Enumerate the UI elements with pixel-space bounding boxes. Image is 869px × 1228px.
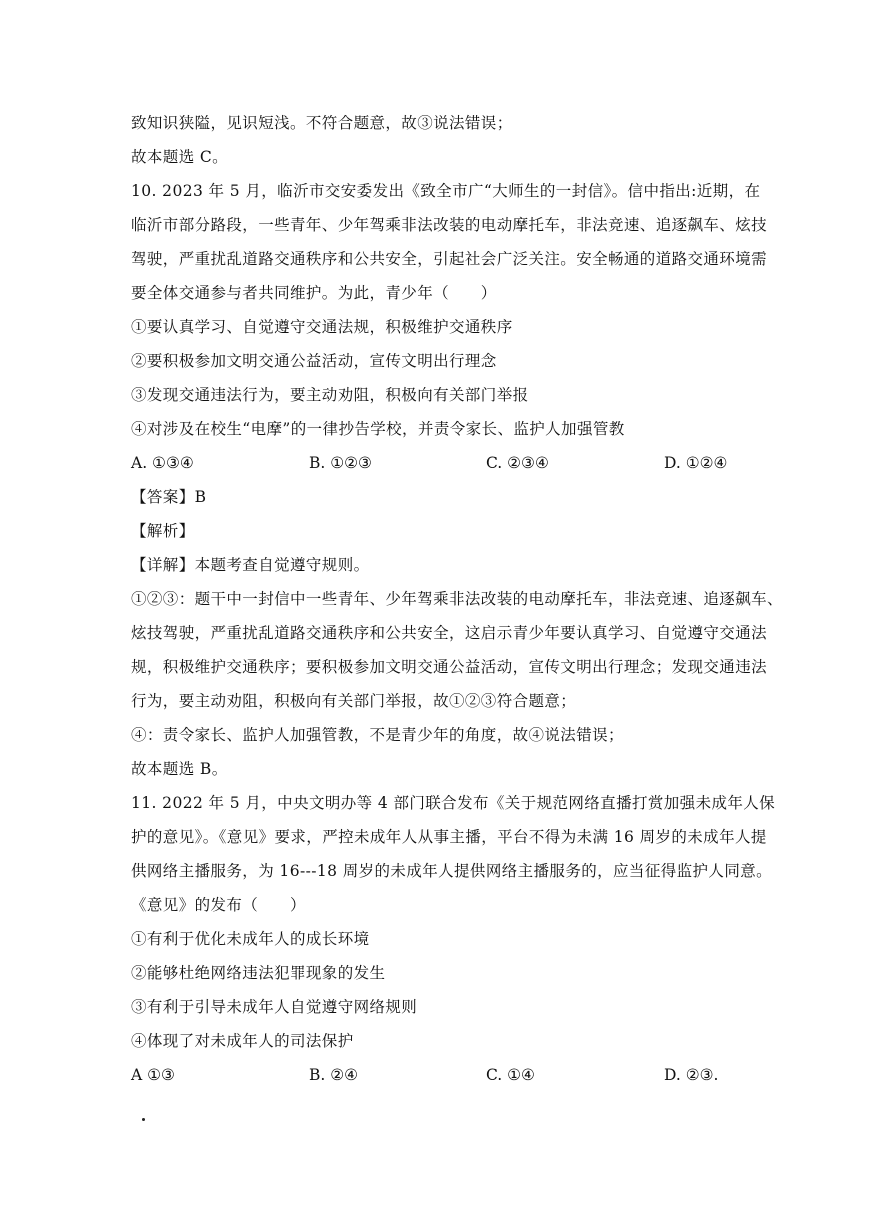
- question-11-option-c: C. ①④: [486, 1066, 535, 1084]
- text-line: 故本题选 C。: [131, 148, 229, 166]
- question-10-item-2: ②要积极参加文明交通公益活动，宣传文明出行理念: [131, 352, 497, 370]
- question-11-item-2: ②能够杜绝网络违法犯罪现象的发生: [131, 964, 386, 982]
- question-11-option-d: D. ②③.: [664, 1066, 719, 1084]
- question-10-stem: 驾驶，严重扰乱道路交通秩序和公共安全，引起社会广泛关注。安全畅通的道路交通环境需: [131, 250, 768, 268]
- answer-label: 【答案】B: [131, 488, 207, 506]
- question-10-stem: 要全体交通参与者共同维护。为此，青少年（ ）: [131, 284, 497, 302]
- question-11-option-b: B. ②④: [309, 1066, 359, 1084]
- detail-line: 炫技驾驶，严重扰乱道路交通秩序和公共安全，这启示青少年要认真学习、自觉遵守交通法: [131, 624, 768, 642]
- analysis-label: 【解析】: [131, 522, 195, 540]
- question-10-stem: 临沂市部分路段，一些青年、少年驾乘非法改装的电动摩托车，非法竞速、追逐飙车、炫技: [131, 216, 768, 234]
- question-10-option-a: A. ①③④: [131, 454, 194, 472]
- detail-line: 故本题选 B。: [131, 760, 228, 778]
- stray-dot-mark: [142, 1118, 145, 1121]
- question-10-option-b: B. ①②③: [309, 454, 372, 472]
- question-11-item-3: ③有利于引导未成年人自觉遵守网络规则: [131, 998, 418, 1016]
- detail-line: ④：责令家长、监护人加强管教，不是青少年的角度，故④说法错误；: [131, 726, 624, 744]
- question-10-option-c: C. ②③④: [486, 454, 549, 472]
- question-11-option-a: A ①③: [131, 1066, 175, 1084]
- question-11-stem: 护的意见》。《意见》要求，严控未成年人从事主播，平台不得为未满 16 周岁的未成年人提: [131, 828, 767, 846]
- detail-line: 行为，要主动劝阻，积极向有关部门举报，故①②③符合题意；: [131, 692, 577, 710]
- question-11-stem: 供网络主播服务，为 16---18 周岁的未成年人提供网络主播服务的，应当征得监护人同意。: [131, 862, 773, 880]
- detail-line: 规，积极维护交通秩序；要积极参加文明交通公益活动，宣传文明出行理念；发现交通违法: [131, 658, 768, 676]
- question-11-stem: 《意见》的发布（ ）: [131, 896, 306, 914]
- question-10-item-1: ①要认真学习、自觉遵守交通法规，积极维护交通秩序: [131, 318, 513, 336]
- question-11-stem: 11. 2022 年 5 月，中央文明办等 4 部门联合发布《关于规范网络直播打赏加强未成年人保: [131, 794, 776, 812]
- question-11-item-1: ①有利于优化未成年人的成长环境: [131, 930, 370, 948]
- detail-line: ①②③：题干中一封信中一些青年、少年驾乘非法改装的电动摩托车，非法竞速、追逐飙车、: [131, 590, 783, 608]
- text-line: 致知识狭隘，见识短浅。不符合题意，故③说法错误；: [131, 114, 513, 132]
- question-10-item-4: ④对涉及在校生“电摩”的一律抄告学校，并责令家长、监护人加强管教: [131, 420, 625, 438]
- question-10-option-d: D. ①②④: [664, 454, 728, 472]
- detail-line: 【详解】本题考查自觉遵守规则。: [131, 556, 370, 574]
- question-11-item-4: ④体现了对未成年人的司法保护: [131, 1032, 354, 1050]
- question-10-stem: 10. 2023 年 5 月，临沂市交安委发出《致全市广“大师生的一封信》。信中指出:近期，在: [131, 182, 761, 200]
- question-10-item-3: ③发现交通违法行为，要主动劝阻，积极向有关部门举报: [131, 386, 529, 404]
